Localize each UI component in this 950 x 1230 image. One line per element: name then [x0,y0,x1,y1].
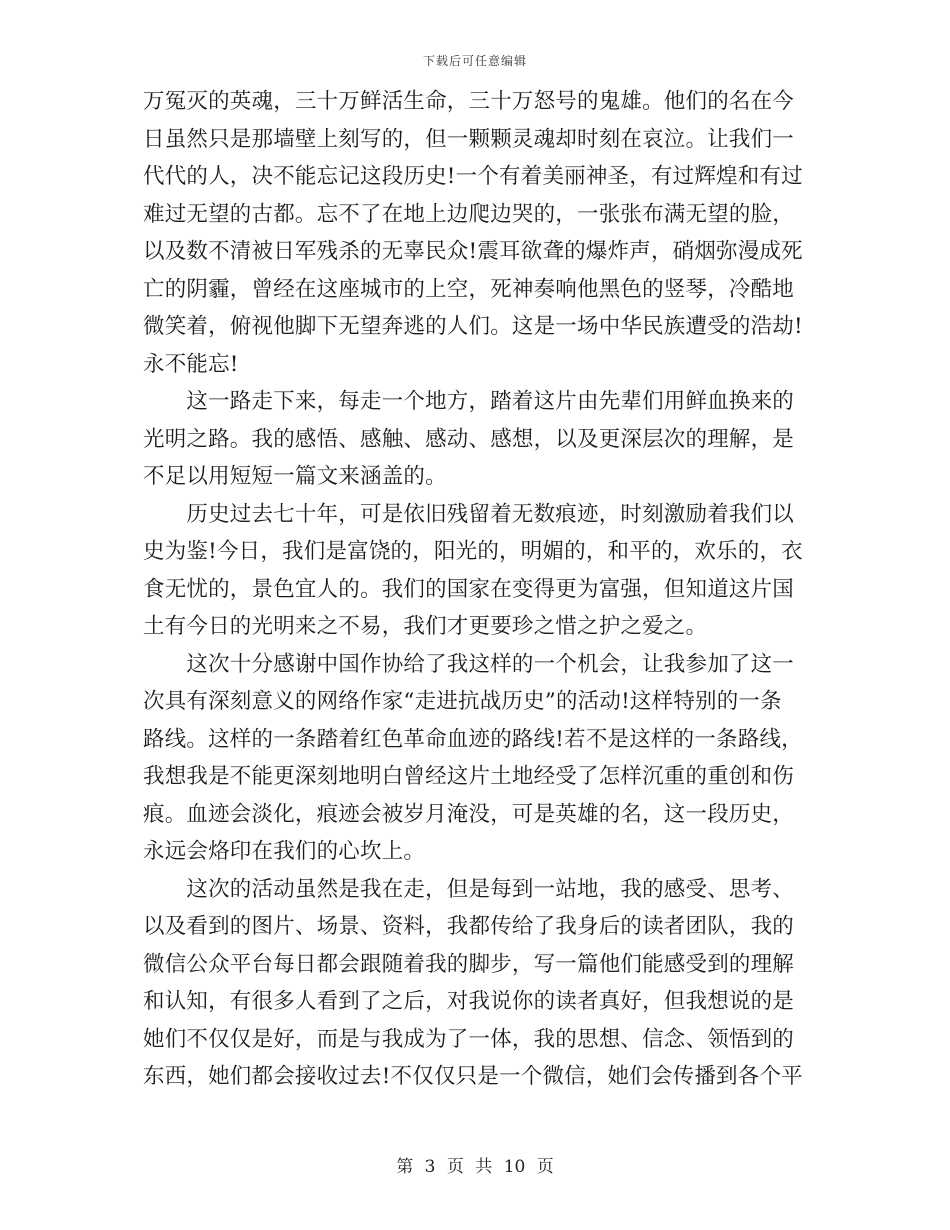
text-line: 我想我是不能更深刻地明白曾经这片土地经受了怎样沉重的重创和伤 [143,764,795,789]
text-line: 微信公众平台每日都会跟随着我的脚步，写一篇他们能感受到的理解 [143,951,795,977]
text-line: 永远会烙印在我们的心坎上。 [143,839,426,864]
text-line: 路线。这样的一条踏着红色革命血迹的路线!若不是这样的一条路线， [143,726,803,752]
text-line: 代代的人，决不能忘记这段历史!一个有着美丽神圣，有过辉煌和有过 [143,164,803,189]
text-line: 万冤灭的英魂，三十万鲜活生命，三十万怒号的鬼雄。他们的名在今 [143,89,795,114]
text-line: 这次十分感谢中国作协给了我这样的一个机会，让我参加了这一 [143,651,795,677]
document-body [143,83,807,1096]
text-line: 亡的阴霾，曾经在这座城市的上空，死神奏响他黑色的竖琴，冷酷地 [143,276,795,302]
text-line: 不足以用短短一篇文来涵盖的。 [143,464,447,489]
text-line: 食无忧的，景色宜人的。我们的国家在变得更为富强，但知道这片国 [143,576,795,602]
text-line: 光明之路。我的感悟、感触、感动、感想，以及更深层次的理解，是 [143,426,795,452]
text-line: 和认知，有很多人看到了之后，对我说你的读者真好，但我想说的是 [143,989,795,1014]
text-line: 以及看到的图片、场景、资料，我都传给了我身后的读者团队，我的 [143,914,795,939]
text-line: 东西，她们都会接收过去!不仅仅只是一个微信，她们会传播到各个平 [143,1064,803,1089]
text-line: 永不能忘! [143,351,239,377]
text-line: 土有今日的光明来之不易，我们才更要珍之惜之护之爱之。 [143,614,708,639]
text-line: 历史过去七十年，可是依旧残留着无数痕迹，时刻激励着我们以 [143,501,795,527]
text-line: 日虽然只是那墙壁上刻写的，但一颗颗灵魂却时刻在哀泣。让我们一 [143,126,795,152]
page-header: 下载后可任意编辑 [422,54,527,68]
text-line: 痕。血迹会淡化，痕迹会被岁月淹没，可是英雄的名，这一段历史， [143,801,795,827]
text-line: 次具有深刻意义的网络作家“走进抗战历史”的活动!这样特别的一条 [143,689,782,714]
page-footer: 第 3 页 共 10 页 [396,1157,554,1177]
text-line: 这次的活动虽然是我在走，但是每到一站地，我的感受、思考、 [143,876,795,902]
text-line: 这一路走下来，每走一个地方，踏着这片由先辈们用鲜血换来的 [143,389,795,414]
text-line: 以及数不清被日军残杀的无辜民众!震耳欲聋的爆炸声，硝烟弥漫成死 [143,239,803,264]
text-line: 史为鉴!今日，我们是富饶的，阳光的，明媚的，和平的，欢乐的，衣 [143,539,803,564]
text-line: 她们不仅仅是好，而是与我成为了一体，我的思想、信念、领悟到的 [143,1026,795,1052]
text-line: 微笑着，俯视他脚下无望奔逃的人们。这是一场中华民族遭受的浩劫! [143,314,803,339]
text-line: 难过无望的古都。忘不了在地上边爬边哭的，一张张布满无望的脸， [143,201,795,227]
